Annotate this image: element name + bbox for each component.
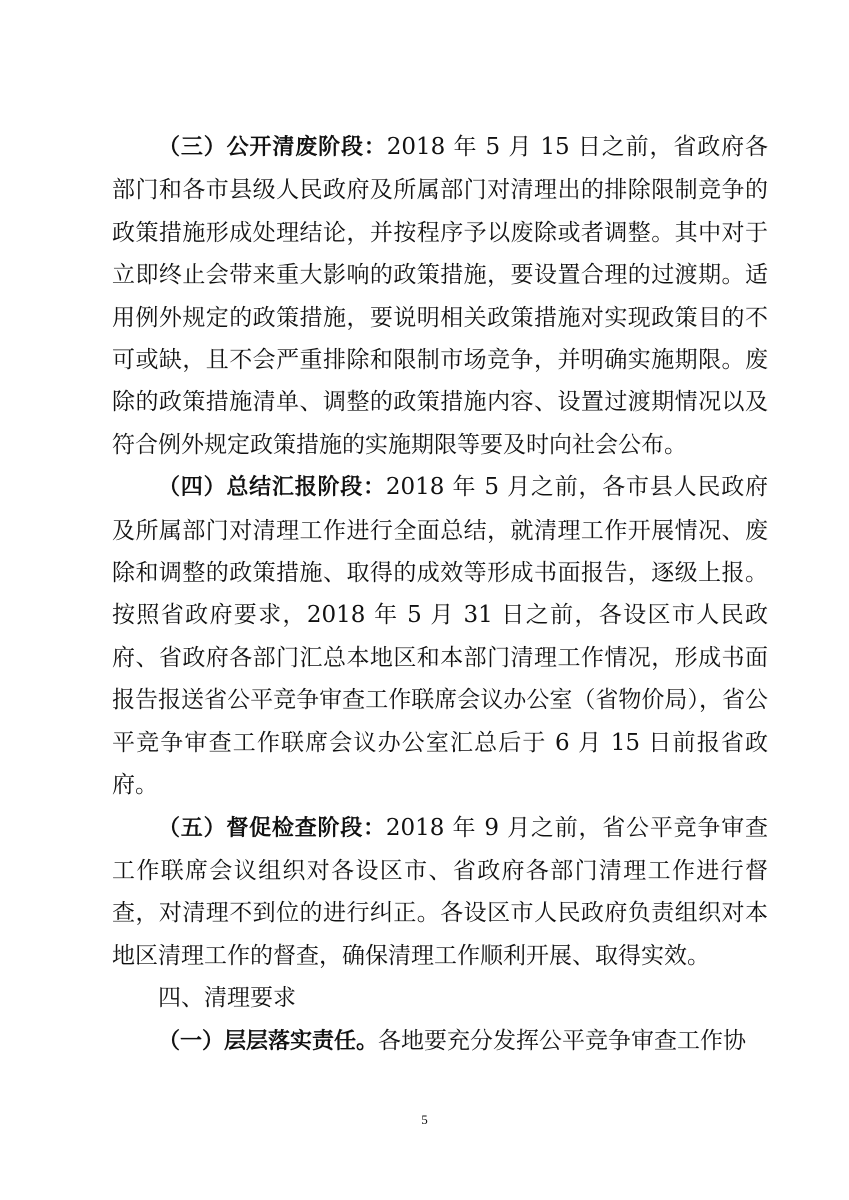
paragraph-stage-5	[112, 807, 768, 978]
paragraph-stage-4	[112, 466, 768, 806]
document-body	[112, 126, 768, 1063]
paragraph-text: 2018 年 9 月之前，省公平竞争审查工作联席会议组织对各设区市、省政府各部门清理工作进行督查，对清理不到位的进行纠正。各设区市人民政府负责组织对本地区清理工作的督查，确保清理工作顺利开展、取得实效。	[112, 814, 768, 969]
paragraph-text: 各地要充分发挥公平竞争审查工作协	[378, 1027, 747, 1054]
paragraph-heading: （五）督促检查阶段：	[158, 815, 386, 841]
paragraph-text: 2018 年 5 月 15 日之前，省政府各部门和各市县级人民政府及所属部门对清理出的排除限制竞争的政策措施形成处理结论，并按程序予以废除或者调整。其中对于立即终止会带来重大影响的政策措施，要设置合理的过渡期。适用例外规定的政策措施，要说明相关政策措施对实现政策目的不可或缺，且不会严重排除和限制市场竞争，并明确实施期限。废除的政策措施清单、调整的政策措施内容、设置过渡期情况以及符合例外规定政策措施的实施期限等要及时向社会公布。	[112, 134, 768, 458]
page-number: 5	[421, 1112, 428, 1127]
paragraph-heading: （三）公开清废阶段：	[158, 135, 387, 160]
paragraph-heading: （四）总结汇报阶段：	[158, 475, 386, 501]
paragraph-responsibility	[112, 1020, 768, 1063]
section-title: 四、清理要求	[158, 985, 296, 1012]
paragraph-heading: （一）层层落实责任。	[158, 1028, 379, 1054]
paragraph-stage-3	[112, 126, 768, 466]
paragraph-text: 2018 年 5 月之前，各市县人民政府及所属部门对清理工作进行全面总结，就清理工作开展情况、废除和调整的政策措施、取得的成效等形成书面报告，逐级上报。按照省政府要求，2018 年 5 月 31 日之前，各设区市人民政府、省政府各部门汇总本地区和本部门清理工作情况，形成书面报告报送省公平竞争审查工作联席会议办公室（省物价局），省公平竞争审查工作联席会议办公室汇总后于 6 月 15 日前报省政府。	[112, 474, 768, 799]
